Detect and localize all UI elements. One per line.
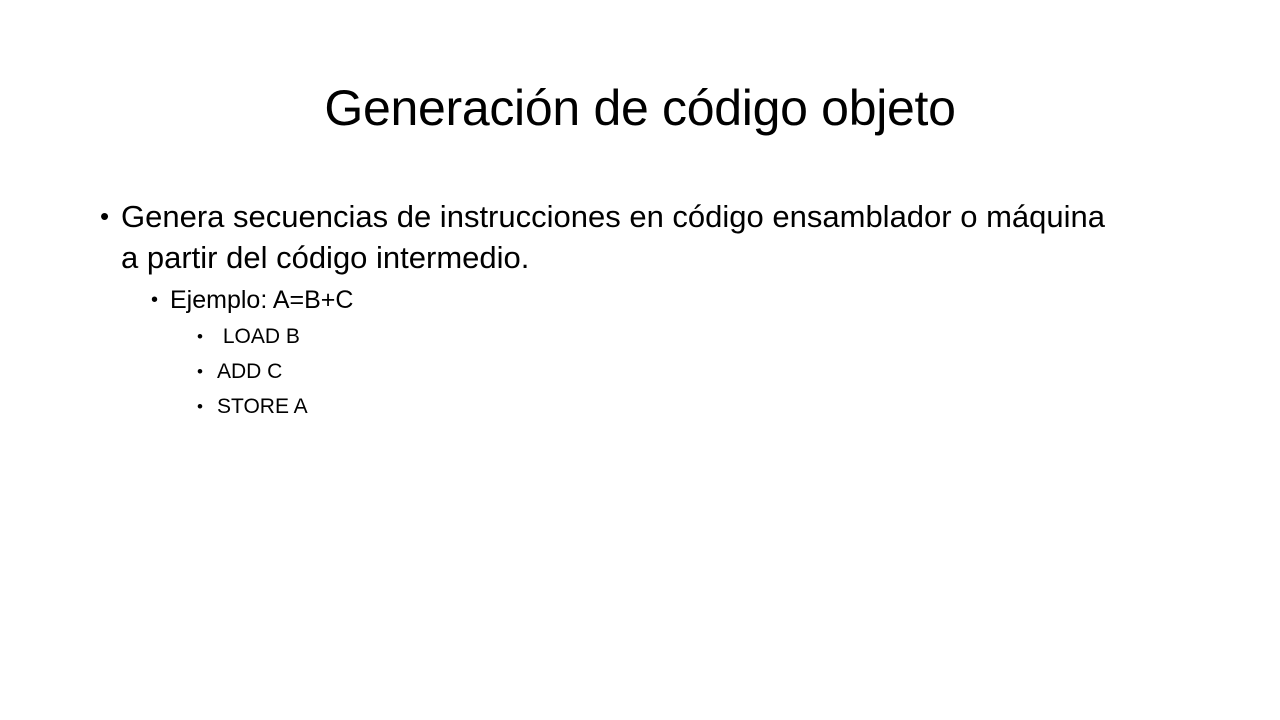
bullet-level-1 [100, 196, 1110, 278]
bullet-level-3 [197, 393, 308, 421]
bullet-level-2 [151, 284, 353, 316]
bullet-level-3 [197, 358, 282, 386]
bullet-text: ADD C [217, 360, 283, 383]
slide-title: Generación de código objeto [324, 80, 956, 136]
bullet-icon: • [197, 362, 203, 381]
bullet-icon: • [100, 201, 110, 231]
bullet-text: Ejemplo: A=B+C [170, 286, 354, 314]
bullet-level-3 [197, 323, 300, 351]
bullet-icon: • [197, 327, 203, 346]
bullet-text: STORE A [217, 395, 308, 418]
bullet-icon: • [151, 289, 159, 311]
bullet-text: LOAD B [217, 325, 300, 348]
bullet-text: Genera secuencias de instrucciones en código ensamblador o máquina a partir del código intermedio. [121, 199, 1105, 275]
bullet-icon: • [197, 397, 203, 416]
